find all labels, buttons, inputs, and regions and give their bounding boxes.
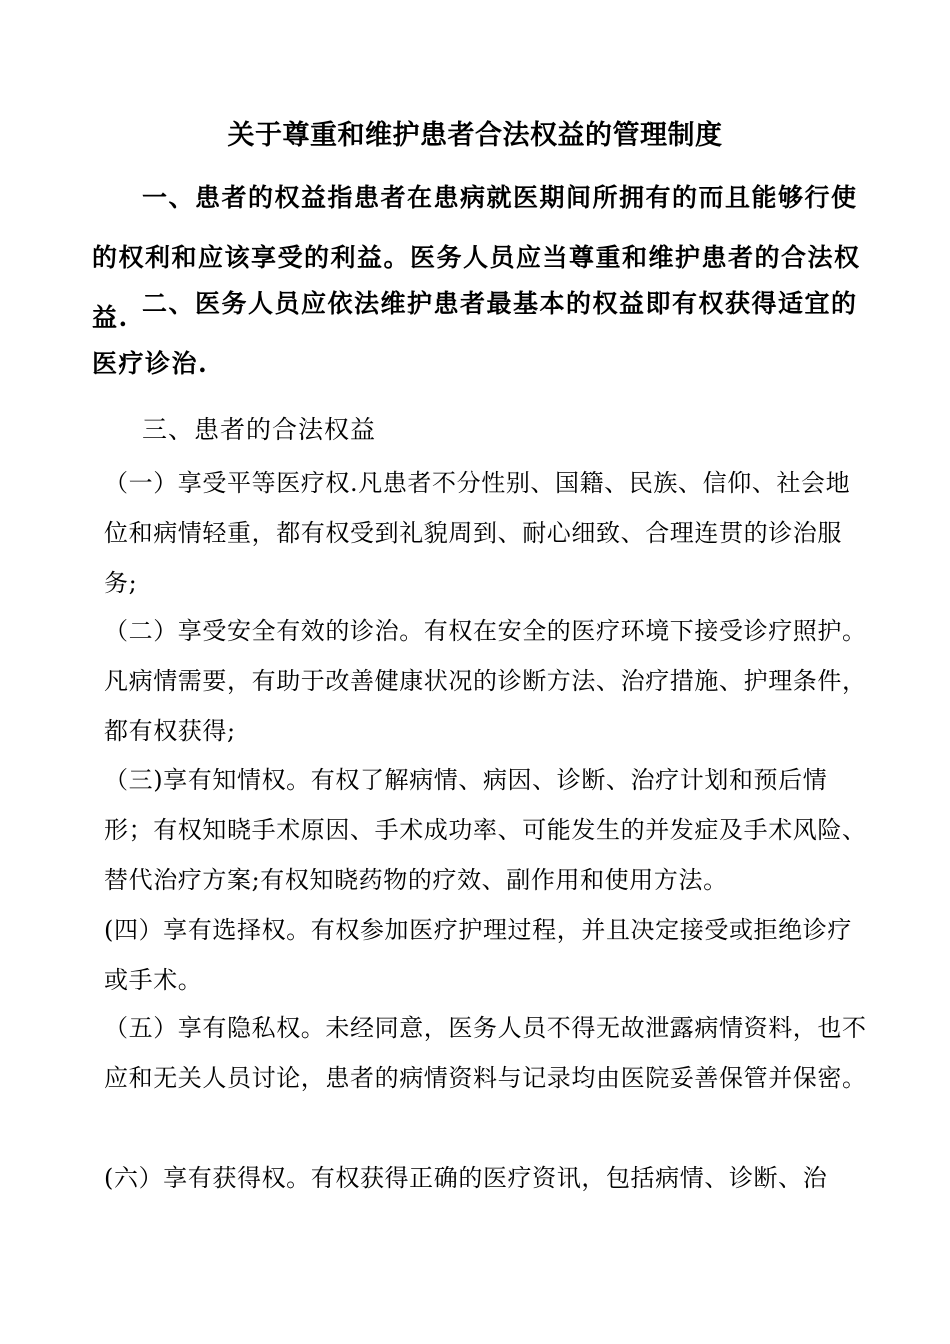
rights-item-4: (四）享有选择权。有权参加医疗护理过程，并且决定接受或拒绝诊疗或手术。 [104, 916, 852, 994]
rights-item-5: （五）享有隐私权。未经同意，医务人员不得无故泄露病情资料，也不应和无关人员讨论，患者的病情资料与记录均由医院妥善保管并保密。 [104, 1014, 867, 1092]
rights-item-2: （二）享受安全有效的诊治。有权在安全的医疗环境下接受诊疗照护。凡病情需要，有助于改善健康状况的诊断方法、治疗措施、护理条件，都有权获得; [104, 617, 867, 745]
rights-item-6: (六）享有获得权。有权获得正确的医疗资讯，包括病情、诊断、治 [104, 1164, 828, 1192]
rights-item-3: （三)享有知情权。有权了解病情、病因、诊断、治疗计划和预后情形；有权知晓手术原因、手术成功率、可能发生的并发症及手术风险、替代治疗方案;有权知晓药物的疗效、副作用和使用方法。 [104, 766, 867, 894]
section-heading-rights: 三、患者的合法权益 [142, 415, 377, 444]
paragraph-2: 二、医务人员应依法维护患者最基本的权益即有权获得适宜的医疗诊治. [92, 289, 858, 378]
paragraph-1: 一、患者的权益指患者在患病就医期间所拥有的而且能够行使的权利和应该享受的利益。医务人员应当尊重和维护患者的合法权益. [92, 183, 861, 332]
rights-item-1: （一）享受平等医疗权.凡患者不分性别、国籍、民族、信仰、社会地位和病情轻重，都有权受到礼貌周到、耐心细致、合理连贯的诊治服务; [104, 469, 851, 597]
document-title: 关于尊重和维护患者合法权益的管理制度 [227, 120, 723, 151]
